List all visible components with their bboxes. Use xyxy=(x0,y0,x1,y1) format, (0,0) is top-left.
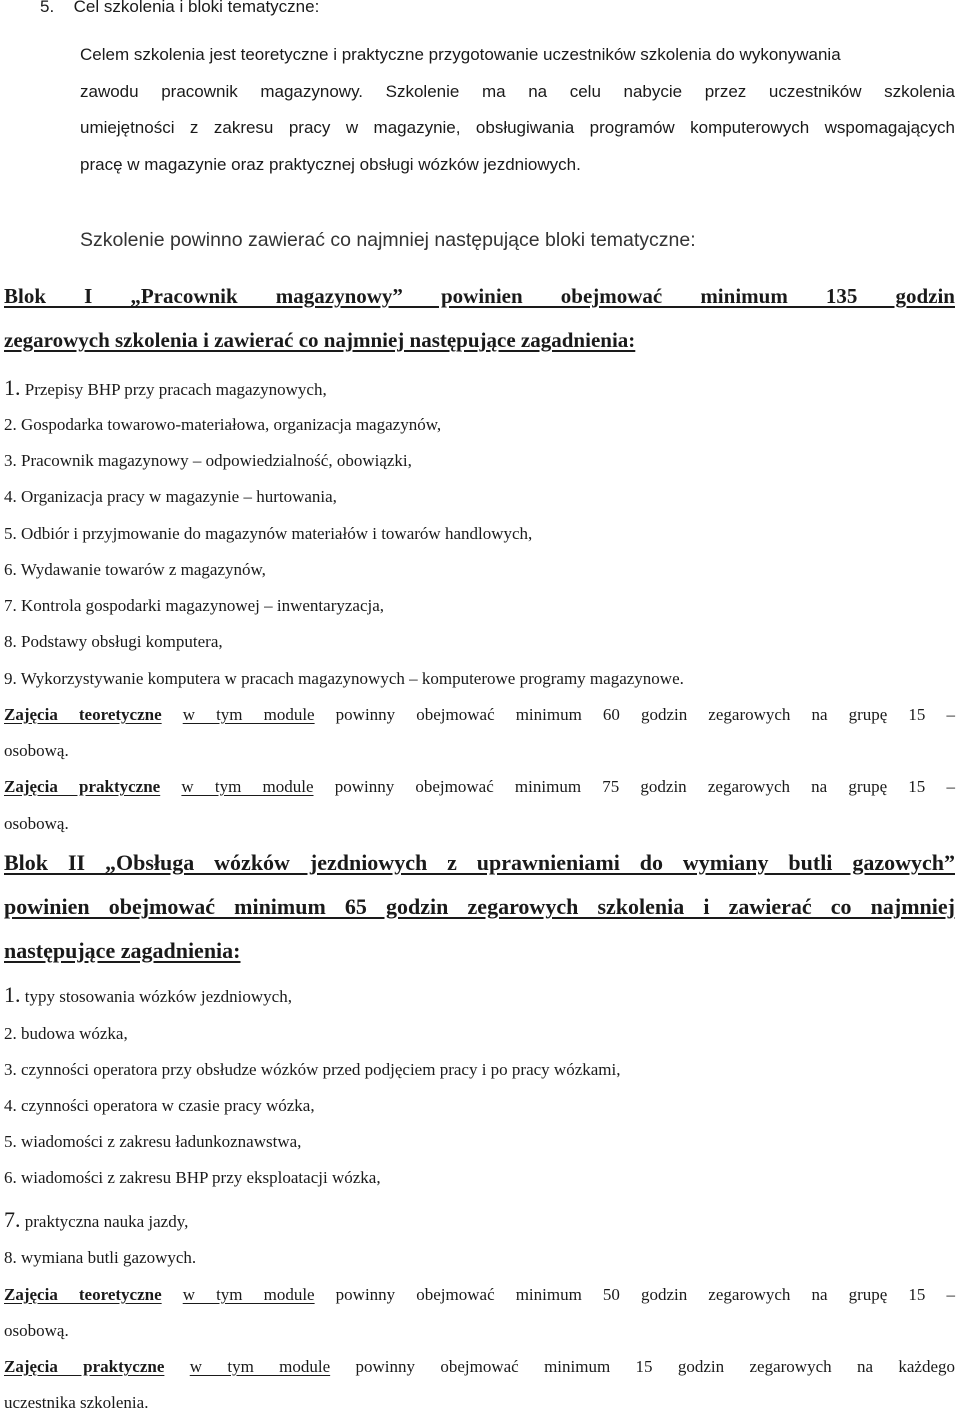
list-item xyxy=(4,1096,315,1116)
block1-practice-line xyxy=(4,777,955,797)
item-number: 6. xyxy=(4,560,17,579)
list-item xyxy=(4,1132,301,1152)
list-item xyxy=(4,596,384,616)
item-number: 6. xyxy=(4,1168,17,1187)
item-text: Pracownik magazynowy – odpowiedzialność, obowiązki, xyxy=(21,451,412,470)
practice-label: Zajęcia praktyczne xyxy=(4,777,161,796)
item-number: 4. xyxy=(4,1096,17,1115)
block2-theory-line xyxy=(4,1285,955,1305)
item-number: 2. xyxy=(4,415,17,434)
item-text: czynności operatora przy obsłudze wózków przed podjęciem pracy i po pracy wózkami, xyxy=(21,1060,621,1079)
item-text: Gospodarka towarowo-materiałowa, organizacja magazynów, xyxy=(21,415,442,434)
module-label: w tym module xyxy=(181,777,314,796)
practice-requirement: powinny obejmować minimum 15 godzin zegarowych na każdego xyxy=(355,1357,956,1376)
list-item xyxy=(4,1060,621,1080)
item-text: Przepisy BHP przy pracach magazynowych, xyxy=(24,380,327,399)
block1-practice-cont: osobową. xyxy=(4,814,69,833)
section-heading xyxy=(40,0,319,17)
module-label: w tym module xyxy=(189,1357,331,1376)
item-text: typy stosowania wózków jezdniowych, xyxy=(24,987,292,1006)
item-number: 3. xyxy=(4,1060,17,1079)
item-number: 7. xyxy=(4,596,17,615)
item-number: 1. xyxy=(4,375,21,400)
list-item xyxy=(4,1168,381,1188)
intro-line: pracę w magazynie oraz praktycznej obsługi wózków jezdniowych. xyxy=(80,155,581,174)
list-item xyxy=(4,1207,188,1233)
item-text: Kontrola gospodarki magazynowej – inwentaryzacja, xyxy=(21,596,385,615)
list-item xyxy=(4,669,684,689)
item-number: 3. xyxy=(4,451,17,470)
list-item xyxy=(4,451,412,471)
item-text: Wydawanie towarów z magazynów, xyxy=(20,560,266,579)
item-number: 8. xyxy=(4,632,17,651)
intro-line: zawodu pracownik magazynowy. Szkolenie ma na celu nabycie przez uczestników szkolenia xyxy=(80,82,955,101)
list-item xyxy=(4,375,327,401)
block2-heading-line2: powinien obejmować minimum 65 godzin zegarowych szkolenia i zawierać co najmniej xyxy=(4,894,955,919)
block2-heading-line3: następujące zagadnienia: xyxy=(4,938,241,963)
list-item xyxy=(4,1248,196,1268)
list-item xyxy=(4,632,223,652)
intro-line: Celem szkolenia jest teoretyczne i praktyczne przygotowanie uczestników szkolenia do wykonywania xyxy=(80,45,841,64)
theory-label: Zajęcia teoretyczne xyxy=(4,705,162,724)
intro-line: umiejętności z zakresu pracy w magazynie, obsługiwania programów komputerowych wspomagających xyxy=(80,118,955,137)
item-text: Wykorzystywanie komputera w pracach magazynowych – komputerowe programy magazynowe. xyxy=(20,669,684,688)
block2-practice-line xyxy=(4,1357,955,1377)
item-number: 2. xyxy=(4,1024,17,1043)
theory-requirement: powinny obejmować minimum 50 godzin zegarowych na grupę 15 – xyxy=(335,1285,955,1304)
item-number: 1. xyxy=(4,982,21,1007)
practice-requirement: powinny obejmować minimum 75 godzin zegarowych na grupę 15 – xyxy=(334,777,955,796)
item-text: czynności operatora w czasie pracy wózka, xyxy=(21,1096,315,1115)
block2-theory-cont: osobową. xyxy=(4,1321,69,1340)
block1-heading-line1: Blok I „Pracownik magazynowy” powinien obejmować minimum 135 godzin xyxy=(4,284,955,308)
item-text: wiadomości z zakresu ładunkoznawstwa, xyxy=(21,1132,302,1151)
item-number: 4. xyxy=(4,487,17,506)
list-item xyxy=(4,560,266,580)
section-title: Cel szkolenia i bloki tematyczne: xyxy=(73,0,320,16)
item-text: wymiana butli gazowych. xyxy=(21,1248,197,1267)
block2-practice-cont: uczestnika szkolenia. xyxy=(4,1393,149,1412)
practice-label: Zajęcia praktyczne xyxy=(4,1357,165,1376)
module-label: w tym module xyxy=(182,705,315,724)
blocks-intro: Szkolenie powinno zawierać co najmniej następujące bloki tematyczne: xyxy=(80,229,696,251)
theory-label: Zajęcia teoretyczne xyxy=(4,1285,162,1304)
list-item xyxy=(4,415,441,435)
item-text: Odbiór i przyjmowanie do magazynów materiałów i towarów handlowych, xyxy=(21,524,533,543)
item-number: 8. xyxy=(4,1248,17,1267)
module-label: w tym module xyxy=(182,1285,315,1304)
block1-theory-cont: osobową. xyxy=(4,741,69,760)
item-number: 5. xyxy=(4,1132,17,1151)
block2-heading-line1: Blok II „Obsługa wózków jezdniowych z uprawnieniami do wymiany butli gazowych” xyxy=(4,850,955,875)
list-item xyxy=(4,487,337,507)
item-number: 7. xyxy=(4,1207,21,1232)
block1-theory-line xyxy=(4,705,955,725)
item-number: 9. xyxy=(4,669,17,688)
item-text: Podstawy obsługi komputera, xyxy=(21,632,223,651)
item-text: praktyczna nauka jazdy, xyxy=(24,1212,189,1231)
list-item xyxy=(4,1024,128,1044)
list-item xyxy=(4,982,292,1008)
theory-requirement: powinny obejmować minimum 60 godzin zegarowych na grupę 15 – xyxy=(335,705,955,724)
block1-heading-line2: zegarowych szkolenia i zawierać co najmniej następujące zagadnienia: xyxy=(4,328,636,352)
section-number: 5. xyxy=(40,0,55,16)
item-number: 5. xyxy=(4,524,17,543)
list-item xyxy=(4,524,532,544)
item-text: Organizacja pracy w magazynie – hurtowania, xyxy=(21,487,337,506)
item-text: budowa wózka, xyxy=(21,1024,128,1043)
item-text: wiadomości z zakresu BHP przy eksploatacji wózka, xyxy=(21,1168,381,1187)
